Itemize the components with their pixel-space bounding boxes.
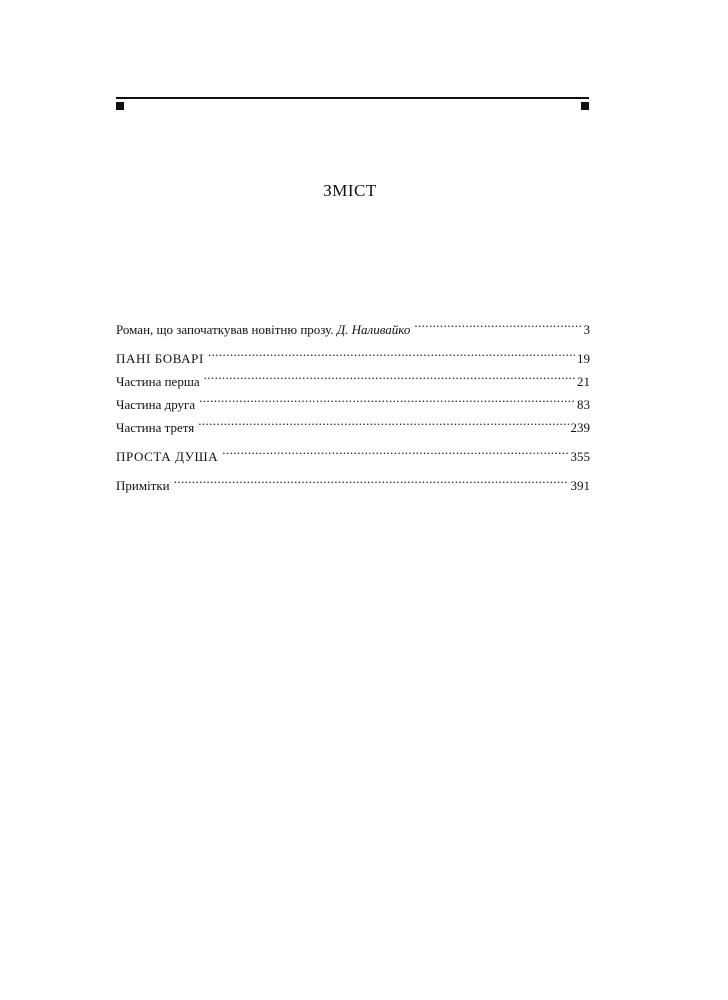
- toc-entry-page: 355: [570, 449, 590, 464]
- toc-entry-page: 391: [570, 478, 590, 493]
- toc-entry-page: 83: [577, 397, 590, 412]
- toc-entry-label: Частина друга: [116, 397, 196, 412]
- toc-entry-author: Д. Наливайко: [336, 322, 411, 337]
- dot-leader: [222, 438, 568, 461]
- toc-entry-page: 3: [583, 322, 590, 337]
- right-corner-mark: [581, 102, 589, 110]
- toc-entry-label: ПАНІ БОВАРІ: [116, 351, 204, 366]
- header-rule: [116, 97, 589, 99]
- toc-entry-simple-heart[interactable]: [116, 438, 590, 464]
- dot-leader: [414, 311, 581, 334]
- toc-entry-madame-bovary[interactable]: [116, 340, 590, 366]
- dot-leader: [208, 340, 575, 363]
- toc-entry-label: Частина третя: [116, 420, 195, 435]
- toc-entry-page: 21: [577, 374, 590, 389]
- toc-entry-label: Роман, що започаткував новітню прозу. Д. Наливайко: [116, 322, 411, 337]
- page-title: ЗМІСТ: [323, 181, 377, 200]
- dot-leader: [199, 386, 575, 409]
- toc-entry-notes[interactable]: [116, 467, 590, 493]
- toc-entry-preface[interactable]: [116, 311, 590, 337]
- toc-entry-page: 239: [570, 420, 590, 435]
- toc-entry-label: Примітки: [116, 478, 170, 493]
- left-corner-mark: [116, 102, 124, 110]
- table-of-contents: [116, 311, 590, 493]
- toc-entry-label: ПРОСТА ДУША: [116, 449, 219, 464]
- dot-leader: [204, 363, 575, 386]
- dot-leader: [174, 467, 569, 490]
- dot-leader: [198, 409, 568, 432]
- toc-entry-label: Частина перша: [116, 374, 200, 389]
- toc-entry-page: 19: [577, 351, 590, 366]
